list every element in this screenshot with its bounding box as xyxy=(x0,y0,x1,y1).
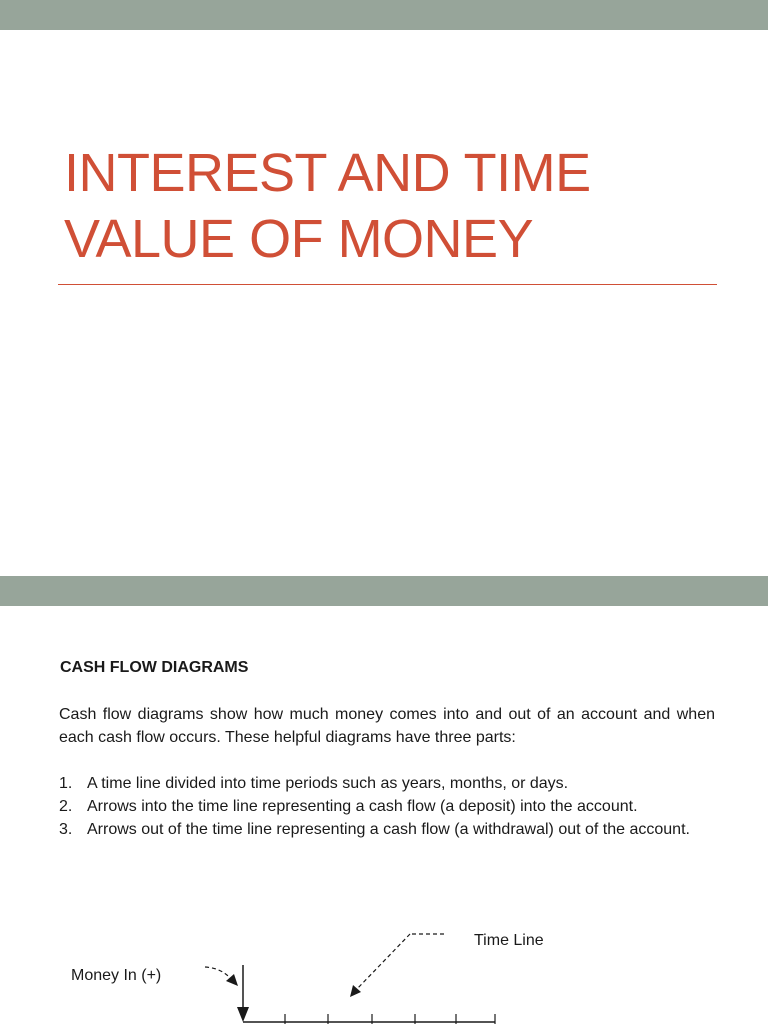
time-line-callout-arrowhead xyxy=(350,985,361,997)
money-in-arrowhead xyxy=(237,1007,249,1022)
slide-title-line-1: INTEREST AND TIME xyxy=(64,143,591,203)
slide-header-bar xyxy=(0,576,768,606)
slide-header-bar xyxy=(0,0,768,30)
list-item-text: Arrows out of the time line representing a cash flow (a withdrawal) out of the account. xyxy=(87,821,690,838)
list-item-number: 3. xyxy=(59,821,73,838)
list-item-number: 2. xyxy=(59,798,73,815)
slide-title xyxy=(64,140,724,272)
list-item-text: A time line divided into time periods such as years, months, or days. xyxy=(87,775,569,792)
section-heading: CASH FLOW DIAGRAMS xyxy=(60,659,249,676)
time-line-label: Time Line xyxy=(474,932,544,949)
list-item xyxy=(59,772,715,795)
time-line-callout-leader xyxy=(356,934,410,990)
list-item xyxy=(59,818,715,841)
intro-paragraph: Cash flow diagrams show how much money comes into and out of an account and when each cash flow occurs. These helpful diagrams have three parts: xyxy=(59,706,715,746)
content-slide xyxy=(0,576,768,1024)
money-in-callout-arrowhead xyxy=(226,974,238,986)
money-in-callout xyxy=(205,967,232,980)
list-item xyxy=(59,795,715,818)
money-in-label: Money In (+) xyxy=(71,967,162,984)
slide-title-line-2: VALUE OF MONEY xyxy=(64,209,534,269)
parts-list xyxy=(59,772,715,841)
title-underline xyxy=(58,284,717,285)
list-item-text: Arrows into the time line representing a cash flow (a deposit) into the account. xyxy=(87,798,638,815)
list-item-number: 1. xyxy=(59,775,73,792)
